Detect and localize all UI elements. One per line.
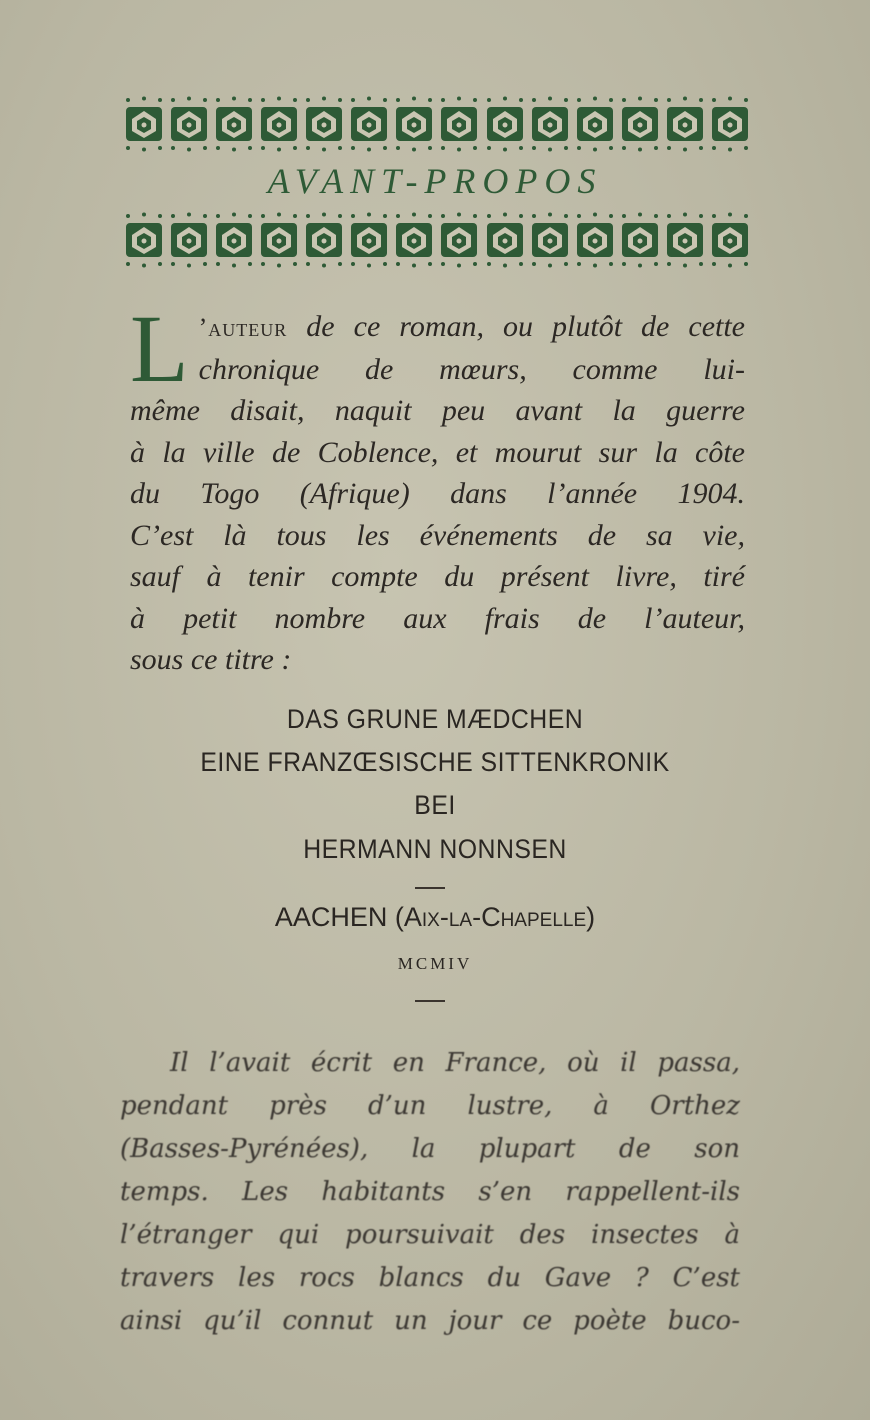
- ornament-motif: [708, 212, 752, 268]
- ornament-motif: [437, 212, 481, 268]
- text-line: à la ville de Coblence, et mourut sur la côte: [130, 435, 745, 469]
- text-line: ’auteur de ce roman, ou plutôt de cette: [198, 310, 745, 343]
- text-line: sauf à tenir compte du présent livre, tiré: [130, 560, 745, 593]
- text-line: l’étranger qui poursuivait des insectes à: [120, 1220, 740, 1250]
- ornament-motif: [708, 96, 752, 152]
- ornament-motif: [573, 96, 617, 152]
- page-heading: AVANT-PROPOS: [267, 161, 603, 201]
- ornament-motif: [618, 96, 662, 152]
- ornament-motif: [212, 96, 256, 152]
- ornament-motif: [347, 96, 391, 152]
- ornament-motif: [483, 96, 527, 152]
- title-line-4: HERMANN NONNSEN: [303, 834, 567, 864]
- ornament-border-top: [122, 96, 752, 152]
- imprint-place: AACHEN (Aix-la-Chapelle): [274, 902, 596, 932]
- ornament-motif: [483, 212, 527, 268]
- lead-smallcaps: ’auteur: [198, 313, 288, 342]
- title-line-1: DAS GRUNE MÆDCHEN: [286, 704, 584, 734]
- text-line: (Basses-Pyrénées), la plupart de son: [120, 1134, 740, 1164]
- ornament-motif: [392, 96, 436, 152]
- text-line: chronique de mœurs, comme lui-: [198, 352, 745, 386]
- text-line: même disait, naquit peu avant la guerre: [130, 394, 745, 427]
- text-line: sous ce titre :: [130, 643, 292, 676]
- imprint-year: MCMIV: [397, 954, 473, 973]
- ornament-motif: [257, 96, 301, 152]
- title-line-3: BEI: [414, 790, 456, 820]
- ornament-motif: [663, 96, 707, 152]
- second-paragraph: [120, 1042, 740, 1343]
- ornament-motif: [257, 212, 301, 268]
- ornament-border-bottom: [122, 212, 752, 268]
- ornament-motif: [167, 212, 211, 268]
- text-line: du Togo (Afrique) dans l’année 1904.: [130, 477, 745, 510]
- text-line: travers les rocs blancs du Gave ? C’est: [120, 1263, 740, 1293]
- ornament-motif: [528, 96, 572, 152]
- ornament-motif: [347, 212, 391, 268]
- ornament-motif: [663, 212, 707, 268]
- text-line: C’est là tous les événements de sa vie,: [130, 518, 745, 552]
- ornament-motif: [392, 212, 436, 268]
- ornament-motif: [618, 212, 662, 268]
- ornament-motif: [528, 212, 572, 268]
- text-line: temps. Les habitants s’en rappellent-ils: [120, 1177, 740, 1207]
- ornament-motif: [122, 212, 166, 268]
- divider-dash: [415, 1000, 445, 1002]
- text-line: Il l’avait écrit en France, où il passa,: [170, 1048, 740, 1078]
- ornament-motif: [212, 212, 256, 268]
- text-line: à petit nombre aux frais de l’auteur,: [130, 601, 745, 635]
- ornament-motif: [573, 212, 617, 268]
- text-line: ainsi qu’il connut un jour ce poète buco-: [120, 1306, 740, 1336]
- ornament-motif: [302, 212, 346, 268]
- ornament-motif: [167, 96, 211, 152]
- title-line-2: EINE FRANZŒSISCHE SITTENKRONIK: [200, 747, 670, 777]
- drop-cap: L: [130, 295, 189, 402]
- ornament-motif: [122, 96, 166, 152]
- intro-paragraph: [130, 295, 745, 681]
- ornament-motif: [302, 96, 346, 152]
- text-line: pendant près d’un lustre, à Orthez: [120, 1091, 740, 1121]
- divider-dash: [415, 887, 445, 889]
- ornament-motif: [437, 96, 481, 152]
